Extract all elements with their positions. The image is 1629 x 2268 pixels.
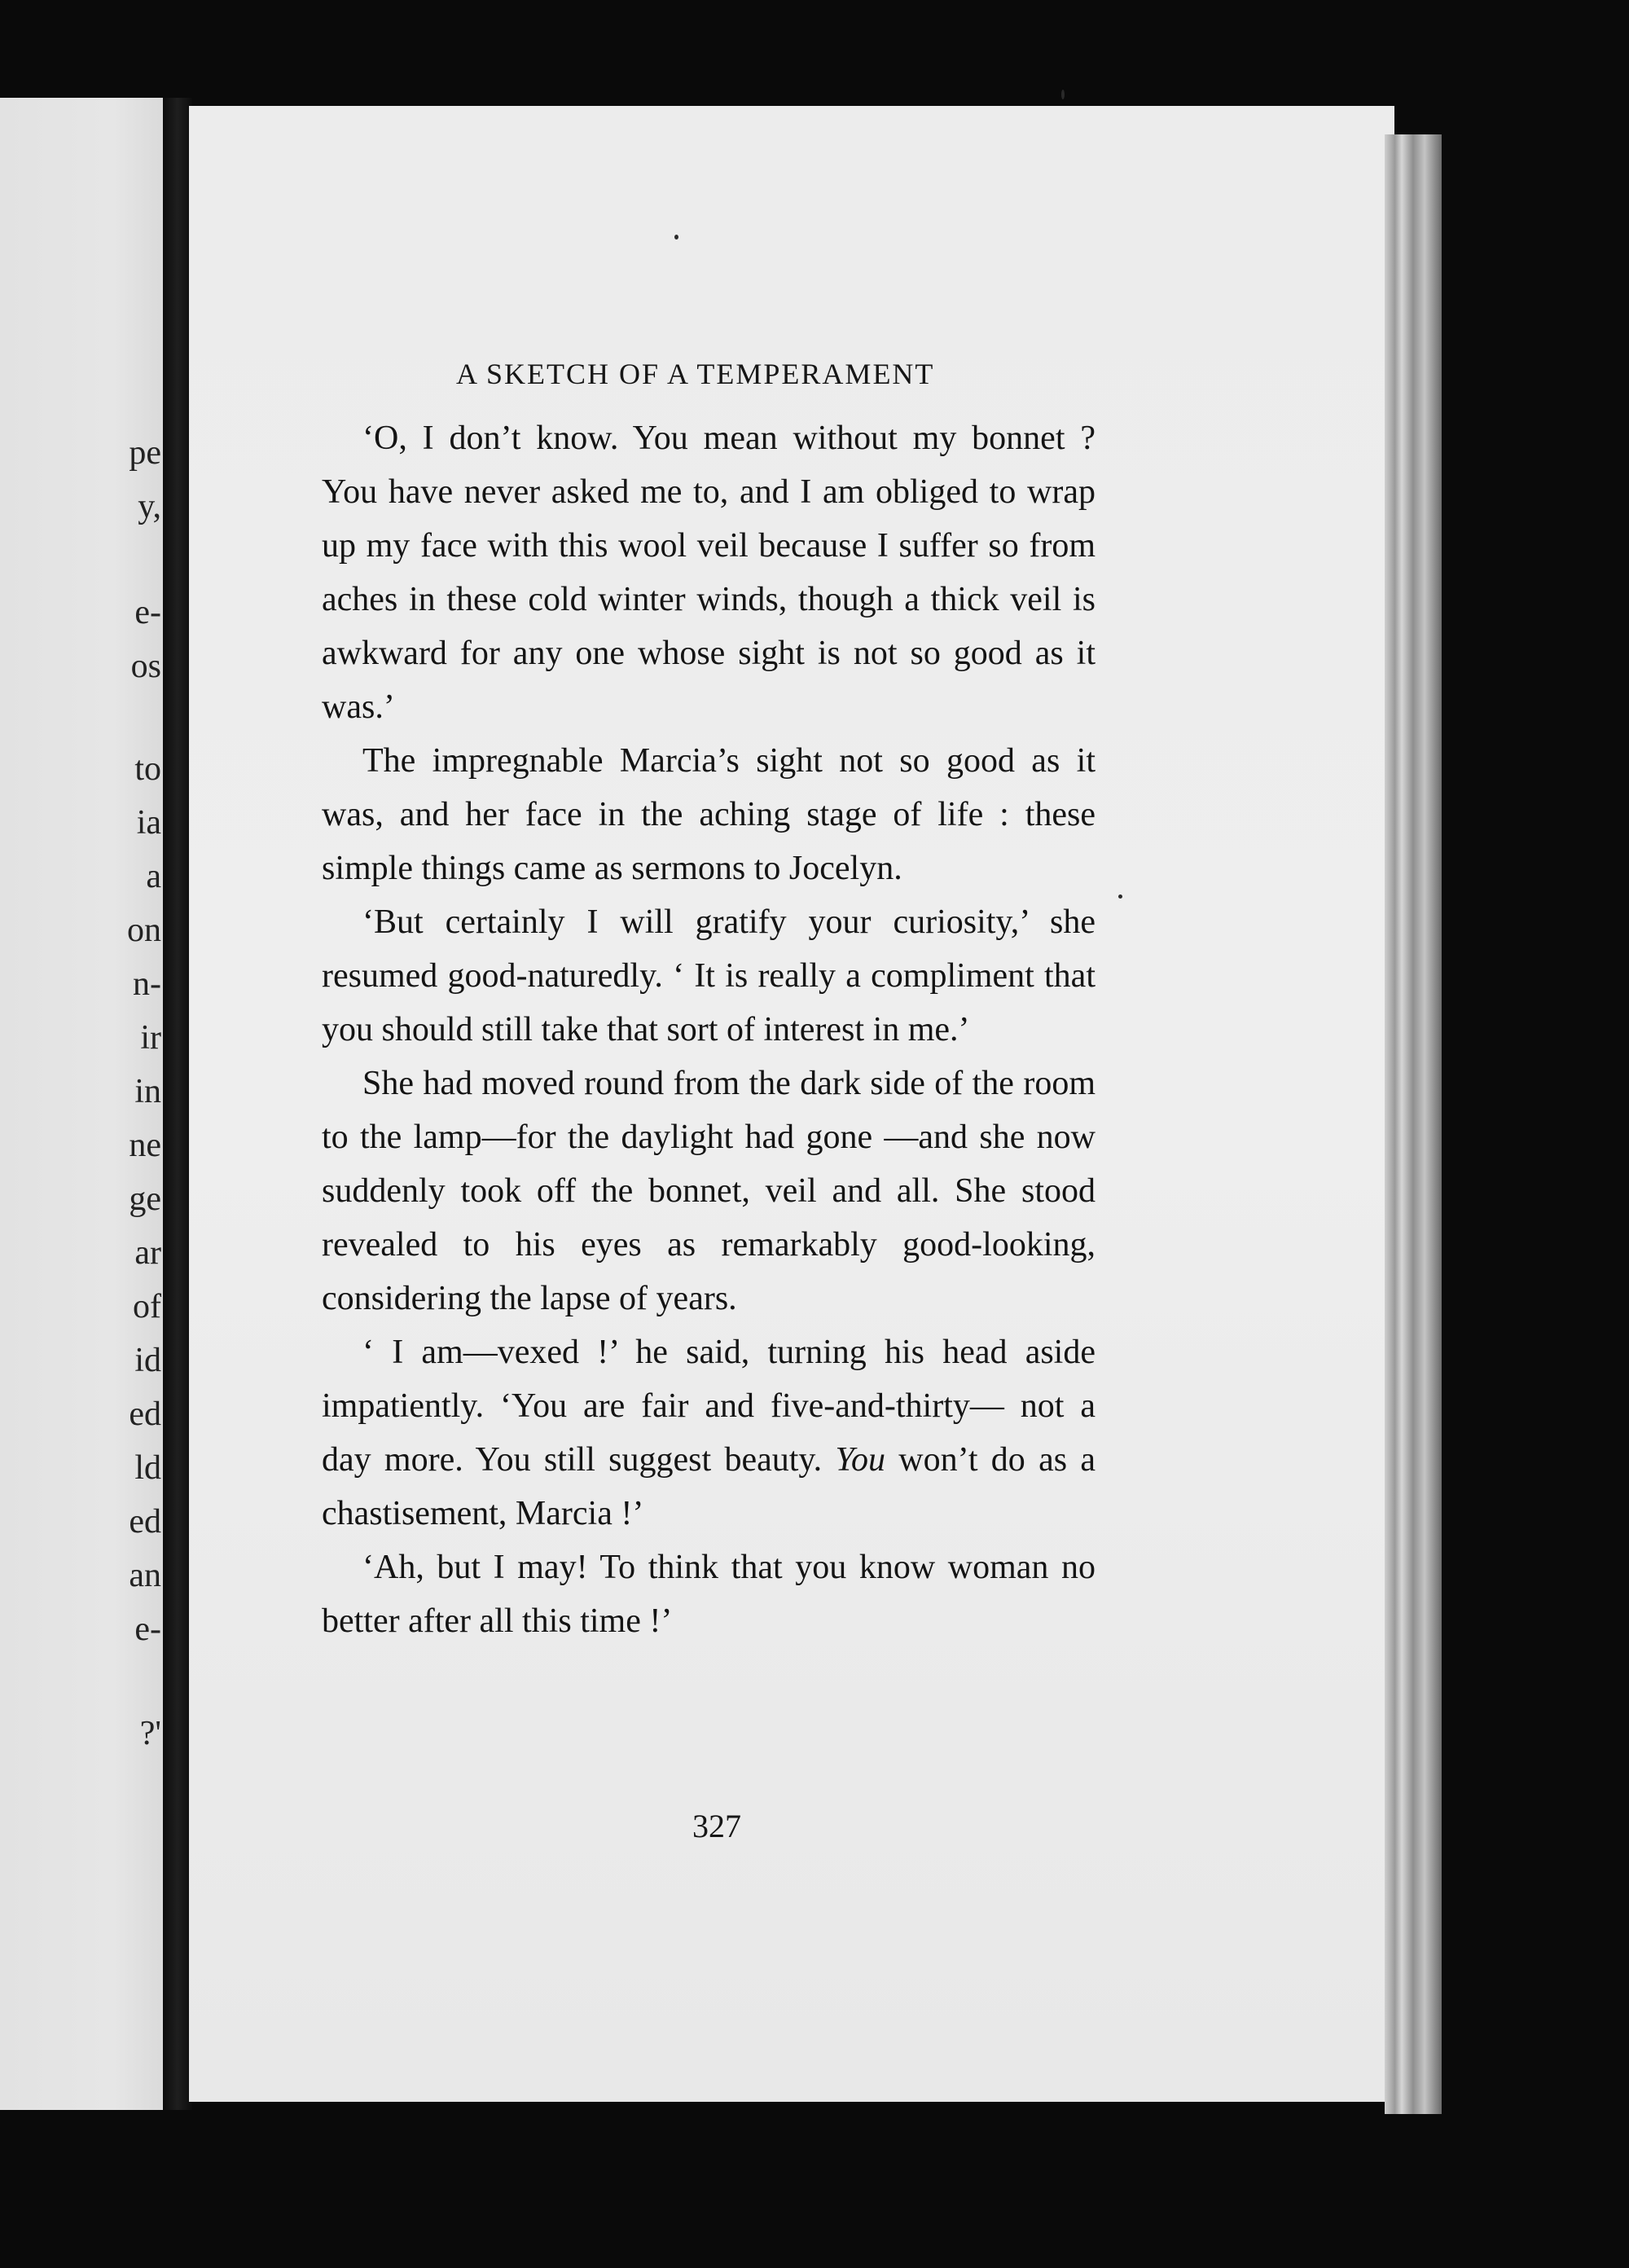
left-fragment: on [127,912,161,949]
page-body-text [322,411,1096,1648]
left-fragment: n- [133,965,161,1003]
left-fragment: of [133,1288,161,1325]
running-head: A SKETCH OF A TEMPERAMENT [456,358,935,390]
left-fragment: e- [134,594,161,631]
page-edges [1385,134,1442,2114]
dust-speck [674,235,678,240]
left-fragment: a [146,858,161,895]
left-fragment: to [134,750,161,788]
left-fragment: ge [129,1180,161,1218]
left-fragment: id [134,1342,161,1379]
left-fragment: pe [129,434,161,472]
dust-speck [1118,894,1122,899]
italic-word: You [835,1441,885,1479]
paragraph-text-continued: won’t do as a chastisement, Marcia !’ [322,1441,1096,1532]
left-facing-page [0,98,163,2110]
left-fragment: in [134,1073,161,1110]
left-fragment: y, [138,488,161,525]
left-fragment: ed [129,1503,161,1541]
paragraph-text: ‘ I am—vexed !’ he said, turning his head aside impatiently. ‘You are fair and five-and-thirty— not a day more. You still suggest beauty. [322,1334,1096,1479]
paragraph: ‘O, I don’t know. You mean without my bonnet ? You have never asked me to, and I am obliged to wrap up my face with this wool veil because I suffer so from aches in these cold winter winds, though a thick veil is awkward for any one whose sight is not so good as it was.’ [322,420,1096,726]
paragraph: ‘But certainly I will gratify your curiosity,’ she resumed good-naturedly. ‘ It is really a compliment that you should still take that sort of interest in me.’ [322,903,1096,1048]
left-fragment: ir [140,1019,161,1057]
left-fragment: os [130,648,161,685]
left-fragment: ld [134,1449,161,1487]
book-gutter [163,98,192,2110]
left-fragment: ?' [139,1715,161,1752]
left-fragment: an [129,1557,161,1594]
left-fragment: ia [136,804,161,842]
paragraph: The impregnable Marcia’s sight not so good as it was, and her face in the aching stage of life : these simple things came as sermons to Jocelyn. [322,742,1096,887]
paragraph: She had moved round from the dark side of the room to the lamp—for the daylight had gone —and she now suddenly took off the bonnet, veil and all. She stood revealed to his eyes as remarkably good-looking, considering the lapse of years. [322,1065,1096,1317]
left-fragment: ne [129,1127,161,1164]
page-number: 327 [692,1808,741,1844]
left-fragment: ed [129,1396,161,1433]
paragraph [322,1325,1096,1541]
paragraph: ‘Ah, but I may! To think that you know woman no better after all this time !’ [322,1549,1096,1640]
dust-speck [1061,90,1065,99]
left-fragment: ar [134,1234,161,1272]
left-page-text-fragments [0,98,163,2110]
left-fragment: e- [134,1611,161,1648]
